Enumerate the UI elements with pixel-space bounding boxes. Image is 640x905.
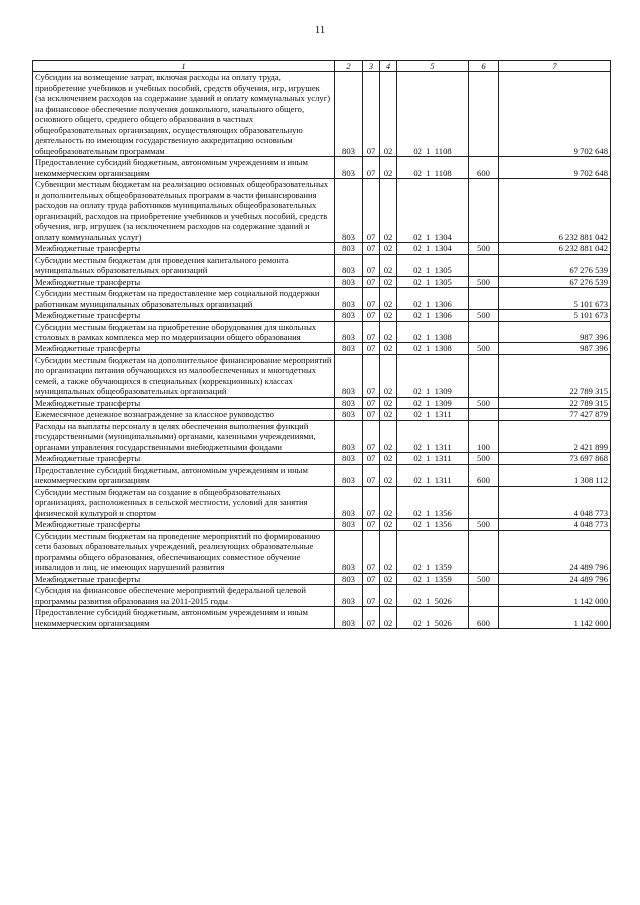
row-subsection-code: 02	[380, 157, 397, 179]
row-amount: 1 142 000	[499, 607, 611, 629]
row-section-code: 07	[363, 72, 380, 157]
table-row	[33, 321, 611, 343]
row-expense-type-code: 600	[469, 464, 499, 486]
table-row	[33, 585, 611, 607]
row-description: Межбюджетные трансферты	[33, 276, 335, 287]
row-description: Субвенции местным бюджетам на реализацию основных общеобразовательных и дополнительных общеобразовательных программ в части финансирования расходов на оплату труда работников муниципальных общеобразовательных организаций, расходов на приобретение учебников и учебных пособий, средств обучения, игр, игрушек (за исключением расходов на содержание зданий и оплату коммунальных услуг)	[33, 179, 335, 243]
row-subsection-code: 02	[380, 607, 397, 629]
row-subsection-code: 02	[380, 310, 397, 321]
row-expense-type-code	[469, 179, 499, 243]
table-row	[33, 397, 611, 408]
table-row	[33, 420, 611, 452]
row-ministry-code: 803	[335, 607, 363, 629]
row-section-code: 07	[363, 519, 380, 530]
row-description: Субсидии местным бюджетам на дополнительное финансирование мероприятий по организации питания обучающихся из малообеспеченных и многодетных семей, а также обучающихся в специальных (коррекционных) классах муниципальных общеобразовательных организаций	[33, 354, 335, 397]
row-description: Межбюджетные трансферты	[33, 310, 335, 321]
row-amount: 5 101 673	[499, 310, 611, 321]
row-section-code: 07	[363, 310, 380, 321]
row-target-article-code: 02 1 1108	[397, 157, 469, 179]
row-ministry-code: 803	[335, 288, 363, 310]
row-amount: 22 789 315	[499, 354, 611, 397]
row-amount: 1 308 112	[499, 464, 611, 486]
page-number: 11	[314, 24, 326, 36]
row-expense-type-code: 600	[469, 607, 499, 629]
table-row	[33, 409, 611, 420]
row-target-article-code: 02 1 1305	[397, 254, 469, 276]
row-section-code: 07	[363, 397, 380, 408]
row-expense-type-code	[469, 486, 499, 518]
row-subsection-code: 02	[380, 276, 397, 287]
row-description: Межбюджетные трансферты	[33, 343, 335, 354]
row-amount: 2 421 899	[499, 420, 611, 452]
row-section-code: 07	[363, 243, 380, 254]
row-ministry-code: 803	[335, 243, 363, 254]
row-section-code: 07	[363, 409, 380, 420]
column-header-7: 7	[499, 61, 611, 72]
table-body	[33, 72, 611, 629]
column-header-1: 1	[33, 61, 335, 72]
table-row	[33, 343, 611, 354]
row-amount: 73 697 868	[499, 453, 611, 464]
row-subsection-code: 02	[380, 243, 397, 254]
table-row	[33, 288, 611, 310]
row-subsection-code: 02	[380, 254, 397, 276]
row-target-article-code: 02 1 1359	[397, 573, 469, 584]
column-header-5: 5	[397, 61, 469, 72]
row-ministry-code: 803	[335, 573, 363, 584]
row-section-code: 07	[363, 530, 380, 573]
row-ministry-code: 803	[335, 486, 363, 518]
row-amount: 987 396	[499, 321, 611, 343]
row-amount: 6 232 881 042	[499, 243, 611, 254]
row-subsection-code: 02	[380, 354, 397, 397]
column-header-3: 3	[363, 61, 380, 72]
table-row	[33, 519, 611, 530]
row-target-article-code: 02 1 1311	[397, 420, 469, 452]
table-row	[33, 464, 611, 486]
row-expense-type-code: 500	[469, 573, 499, 584]
row-subsection-code: 02	[380, 486, 397, 518]
row-subsection-code: 02	[380, 453, 397, 464]
budget-table	[32, 60, 611, 629]
row-target-article-code: 02 1 1304	[397, 179, 469, 243]
row-ministry-code: 803	[335, 409, 363, 420]
row-expense-type-code	[469, 530, 499, 573]
row-target-article-code: 02 1 1309	[397, 354, 469, 397]
row-section-code: 07	[363, 321, 380, 343]
row-amount: 22 789 315	[499, 397, 611, 408]
row-ministry-code: 803	[335, 310, 363, 321]
row-section-code: 07	[363, 179, 380, 243]
row-subsection-code: 02	[380, 519, 397, 530]
row-description: Субсидии местным бюджетам на предоставление мер социальной поддержки работникам муниципальных образовательных организаций	[33, 288, 335, 310]
row-target-article-code: 02 1 1359	[397, 530, 469, 573]
row-expense-type-code: 500	[469, 343, 499, 354]
row-target-article-code: 02 1 1306	[397, 310, 469, 321]
table-row	[33, 72, 611, 157]
row-description: Субсидия на финансовое обеспечение мероприятий федеральной целевой программы развития образования на 2011-2015 годы	[33, 585, 335, 607]
row-target-article-code: 02 1 1308	[397, 321, 469, 343]
row-target-article-code: 02 1 1304	[397, 243, 469, 254]
row-amount: 4 048 773	[499, 519, 611, 530]
row-amount: 4 048 773	[499, 486, 611, 518]
row-subsection-code: 02	[380, 464, 397, 486]
row-section-code: 07	[363, 585, 380, 607]
row-subsection-code: 02	[380, 288, 397, 310]
row-amount: 1 142 000	[499, 585, 611, 607]
table-row	[33, 607, 611, 629]
row-subsection-code: 02	[380, 179, 397, 243]
table-row	[33, 254, 611, 276]
row-subsection-code: 02	[380, 573, 397, 584]
row-subsection-code: 02	[380, 321, 397, 343]
row-expense-type-code: 500	[469, 519, 499, 530]
row-section-code: 07	[363, 573, 380, 584]
row-section-code: 07	[363, 607, 380, 629]
row-description: Субсидии на возмещение затрат, включая расходы на оплату труда, приобретение учебников и учебных пособий, средств обучения, игр, игрушек (за исключением расходов на содержание зданий и оплату коммунальных услуг) на финансовое обеспечение получения дошкольного, начального общего, основного общего, среднего общего образования в частных общеобразовательных организациях, осуществляющих образовательную деятельность по имеющим государственную аккредитацию основным общеобразовательным программам	[33, 72, 335, 157]
row-description: Межбюджетные трансферты	[33, 397, 335, 408]
row-description: Субсидии местным бюджетам на приобретение оборудования для школьных столовых в рамках комплекса мер по модернизации общего образования	[33, 321, 335, 343]
row-amount: 9 702 648	[499, 72, 611, 157]
column-header-2: 2	[335, 61, 363, 72]
row-section-code: 07	[363, 276, 380, 287]
row-target-article-code: 02 1 1308	[397, 343, 469, 354]
row-expense-type-code	[469, 354, 499, 397]
row-description: Субсидии местным бюджетам для проведения капитального ремонта муниципальных образовательных организаций	[33, 254, 335, 276]
row-description: Ежемесячное денежное вознаграждение за классное руководство	[33, 409, 335, 420]
row-target-article-code: 02 1 1311	[397, 453, 469, 464]
column-header-4: 4	[380, 61, 397, 72]
row-ministry-code: 803	[335, 179, 363, 243]
row-expense-type-code: 500	[469, 310, 499, 321]
row-target-article-code: 02 1 1309	[397, 397, 469, 408]
row-amount: 67 276 539	[499, 276, 611, 287]
row-description: Предоставление субсидий бюджетным, автономным учреждениям и иным некоммерческим организациям	[33, 464, 335, 486]
table-row	[33, 486, 611, 518]
row-expense-type-code	[469, 409, 499, 420]
row-expense-type-code: 500	[469, 453, 499, 464]
row-expense-type-code	[469, 321, 499, 343]
table-row	[33, 573, 611, 584]
row-target-article-code: 02 1 1305	[397, 276, 469, 287]
table-row	[33, 157, 611, 179]
table-row	[33, 179, 611, 243]
table-row	[33, 530, 611, 573]
row-expense-type-code: 500	[469, 397, 499, 408]
row-subsection-code: 02	[380, 343, 397, 354]
row-ministry-code: 803	[335, 453, 363, 464]
row-description: Предоставление субсидий бюджетным, автономным учреждениям и иным некоммерческим организациям	[33, 157, 335, 179]
table-row	[33, 354, 611, 397]
row-expense-type-code	[469, 72, 499, 157]
row-section-code: 07	[363, 254, 380, 276]
row-amount: 67 276 539	[499, 254, 611, 276]
row-ministry-code: 803	[335, 519, 363, 530]
row-ministry-code: 803	[335, 397, 363, 408]
row-description: Субсидии местным бюджетам на создание в общеобразовательных организациях, расположенных в сельской местности, условий для занятия физической культурой и спортом	[33, 486, 335, 518]
row-section-code: 07	[363, 288, 380, 310]
row-amount: 987 396	[499, 343, 611, 354]
row-subsection-code: 02	[380, 72, 397, 157]
row-ministry-code: 803	[335, 464, 363, 486]
row-target-article-code: 02 1 1356	[397, 519, 469, 530]
row-ministry-code: 803	[335, 420, 363, 452]
row-ministry-code: 803	[335, 321, 363, 343]
row-expense-type-code: 500	[469, 243, 499, 254]
row-subsection-code: 02	[380, 420, 397, 452]
row-target-article-code: 02 1 1311	[397, 409, 469, 420]
row-ministry-code: 803	[335, 157, 363, 179]
row-amount: 5 101 673	[499, 288, 611, 310]
row-ministry-code: 803	[335, 530, 363, 573]
row-section-code: 07	[363, 157, 380, 179]
row-expense-type-code	[469, 585, 499, 607]
row-amount: 6 232 881 042	[499, 179, 611, 243]
row-description: Субсидии местным бюджетам на проведение мероприятий по формированию сети базовых образовательных учреждений, реализующих образовательные программы общего образования, обеспечивающих совместное обучение инвалидов и лиц, не имеющих нарушений развития	[33, 530, 335, 573]
row-amount: 24 489 796	[499, 530, 611, 573]
table-row	[33, 276, 611, 287]
row-description: Межбюджетные трансферты	[33, 573, 335, 584]
row-section-code: 07	[363, 354, 380, 397]
row-ministry-code: 803	[335, 72, 363, 157]
row-ministry-code: 803	[335, 343, 363, 354]
row-ministry-code: 803	[335, 354, 363, 397]
row-expense-type-code: 600	[469, 157, 499, 179]
row-amount: 24 489 796	[499, 573, 611, 584]
row-target-article-code: 02 1 5026	[397, 585, 469, 607]
table-row	[33, 243, 611, 254]
row-description: Межбюджетные трансферты	[33, 453, 335, 464]
row-expense-type-code: 100	[469, 420, 499, 452]
row-section-code: 07	[363, 343, 380, 354]
row-amount: 9 702 648	[499, 157, 611, 179]
row-target-article-code: 02 1 1108	[397, 72, 469, 157]
table-row	[33, 310, 611, 321]
row-ministry-code: 803	[335, 276, 363, 287]
row-ministry-code: 803	[335, 254, 363, 276]
row-amount: 77 427 879	[499, 409, 611, 420]
row-target-article-code: 02 1 1356	[397, 486, 469, 518]
row-description: Межбюджетные трансферты	[33, 519, 335, 530]
row-subsection-code: 02	[380, 585, 397, 607]
row-section-code: 07	[363, 453, 380, 464]
row-expense-type-code	[469, 254, 499, 276]
row-subsection-code: 02	[380, 397, 397, 408]
row-target-article-code: 02 1 1306	[397, 288, 469, 310]
row-subsection-code: 02	[380, 409, 397, 420]
column-header-6: 6	[469, 61, 499, 72]
column-number-row	[33, 61, 611, 72]
row-description: Межбюджетные трансферты	[33, 243, 335, 254]
row-expense-type-code: 500	[469, 276, 499, 287]
row-section-code: 07	[363, 464, 380, 486]
row-ministry-code: 803	[335, 585, 363, 607]
row-description: Предоставление субсидий бюджетным, автономным учреждениям и иным некоммерческим организациям	[33, 607, 335, 629]
row-target-article-code: 02 1 1311	[397, 464, 469, 486]
row-target-article-code: 02 1 5026	[397, 607, 469, 629]
row-subsection-code: 02	[380, 530, 397, 573]
row-section-code: 07	[363, 420, 380, 452]
row-expense-type-code	[469, 288, 499, 310]
row-section-code: 07	[363, 486, 380, 518]
table-row	[33, 453, 611, 464]
row-description: Расходы на выплаты персоналу в целях обеспечения выполнения функций государственными (муниципальными) органами, казенными учреждениями, органами управления государственными внебюджетными фондами	[33, 420, 335, 452]
